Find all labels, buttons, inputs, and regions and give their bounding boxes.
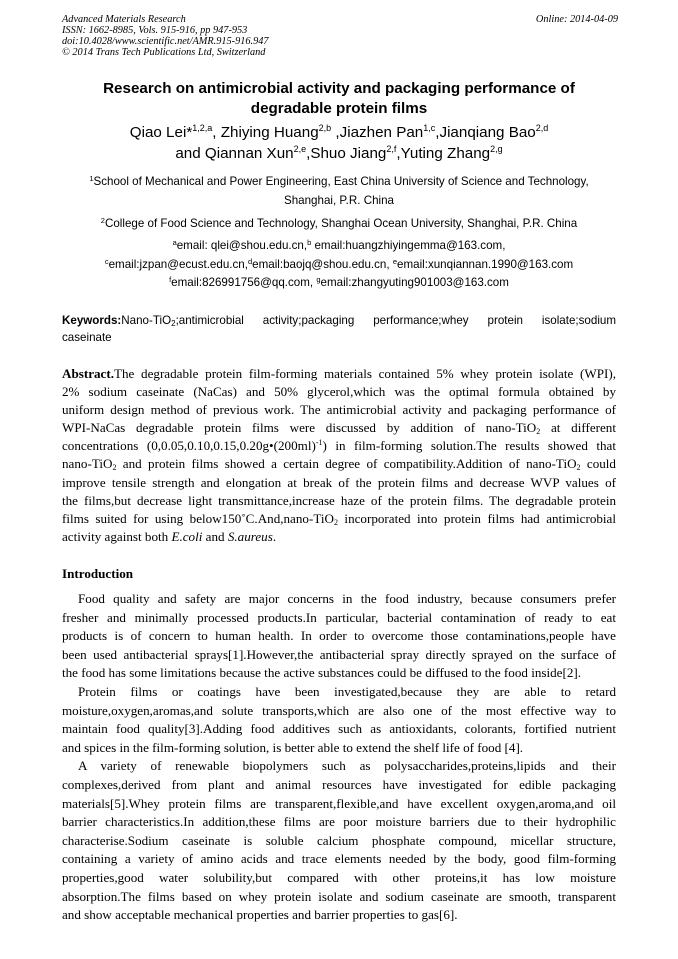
author-sup: 2,b bbox=[318, 123, 332, 133]
email-g[interactable]: email:zhangyuting901003@163.com bbox=[320, 276, 509, 289]
abstract-text: activity against both bbox=[62, 528, 172, 544]
subscript: 2 bbox=[333, 517, 338, 527]
title-line-2: degradable protein films bbox=[250, 100, 428, 117]
abstract-line: the films,but decrease light transmittance,increase haze of the protein films. The degradable protein bbox=[62, 492, 616, 508]
email-sup: a bbox=[172, 238, 177, 247]
body-line: materials[5].Whey protein films are transparent,flexible,and have excellent oxygen,aroma,and oil bbox=[62, 795, 616, 811]
email-sup: c bbox=[104, 256, 109, 266]
affiliation-1-line-2: Shanghai, P.R. China bbox=[283, 194, 394, 207]
email-line-2 bbox=[62, 256, 616, 275]
keywords-line-1 bbox=[62, 313, 616, 330]
email-sup: g bbox=[316, 275, 321, 284]
affiliation-sup: 2 bbox=[100, 216, 105, 225]
abstract-text: WPI-NaCas degradable protein films were discussed by addition of nano-TiO bbox=[62, 420, 537, 436]
abstract-line bbox=[62, 528, 616, 546]
copyright-line: © 2014 Trans Tech Publications Ltd, Switzerland bbox=[62, 47, 266, 58]
body-line: A variety of renewable biopolymers such as polysaccharides,proteins,lipids and their bbox=[78, 758, 616, 774]
body-line: Food quality and safety are major concerns in the food industry, because consumers prefer bbox=[78, 591, 616, 606]
affiliation-text: School of Mechanical and Power Engineering, East China University of Science and Technology, bbox=[93, 175, 589, 188]
abstract-line bbox=[62, 419, 616, 437]
author-name: Shuo Jiang bbox=[310, 145, 387, 162]
email-line-1 bbox=[62, 237, 616, 256]
email-f[interactable]: email:826991756@qq.com, bbox=[171, 276, 314, 289]
author-line-1: Qiao Lei*$^{1,2,a}$, Zhiying Huang$^{2,b}$ ,Jiazhen Pan$^{1,c}$,Jianqiang Bao$^{2,d}$ bbox=[129, 123, 549, 141]
keyword-text: ;antimicrobial activity;packaging performance;whey protein isolate;sodium bbox=[175, 314, 616, 327]
body-line: absorption.The films based on whey protein isolate and sodium caseinate are smooth, transparent bbox=[62, 888, 616, 904]
affiliation-2 bbox=[62, 214, 616, 233]
author-name: Qiannan Xun bbox=[204, 145, 294, 162]
author-list bbox=[62, 122, 616, 164]
abstract-text: and bbox=[202, 528, 228, 544]
species-name: E.coli bbox=[171, 528, 203, 544]
author-sup: 1,2,a bbox=[192, 123, 213, 133]
email-sup: e bbox=[392, 256, 398, 266]
body-line: containing a variety of amino acids and trace elements needed by the body, good film-forming bbox=[62, 851, 616, 867]
online-date: Online: 2014-04-09 bbox=[535, 14, 618, 25]
keyword-text: Nano-TiO bbox=[121, 314, 172, 327]
subscript: 2 bbox=[112, 463, 117, 473]
body-line: moisture,oxygen,aromas,and solute transports,which are also one of the most effective way to bbox=[62, 702, 616, 718]
section-heading-introduction: Introduction bbox=[62, 566, 134, 581]
body-line: complexes,derived from plant and animal resources have investigated for edible packaging bbox=[62, 776, 616, 792]
body-line: characterise.Sodium caseinate is soluble calcium phosphate compound, micellar structure, bbox=[62, 832, 616, 848]
title-line-1: Research on antimicrobial activity and packaging performance of bbox=[103, 80, 575, 97]
author-sup: 2,d bbox=[535, 123, 549, 133]
body-line: and spices in the film-forming solution, is better able to extend the shelf life of food [4]. bbox=[62, 739, 524, 755]
introduction-body bbox=[62, 590, 616, 925]
subscript: 2 bbox=[576, 463, 581, 473]
author-name: Jiazhen Pan bbox=[339, 124, 424, 141]
body-line: products is of concern to human health. In order to overcome those contaminations,people have bbox=[62, 628, 616, 644]
keywords-label: Keywords: bbox=[62, 314, 122, 327]
body-line: and show acceptable mechanical properties and barrier properties to gas[6]. bbox=[62, 907, 458, 923]
author-name: Yuting Zhang bbox=[400, 145, 491, 162]
email-line-3 bbox=[62, 274, 616, 293]
abstract-text: nano-TiO bbox=[62, 456, 113, 472]
abstract-label: Abstract. bbox=[62, 366, 114, 381]
paper-title bbox=[62, 79, 616, 119]
abstract-line: uniform design method of previous work. The antimicrobial activity and packaging performance of bbox=[62, 402, 616, 418]
email-b[interactable]: email:huangzhiyingemma@163.com, bbox=[311, 239, 506, 252]
author-name: Zhiying Huang bbox=[220, 124, 319, 141]
subscript: 2 bbox=[171, 319, 176, 328]
affiliation-text: College of Food Science and Technology, Shanghai Ocean University, Shanghai, P.R. China bbox=[104, 217, 578, 230]
abstract-line bbox=[62, 365, 616, 383]
author-name: Jianqiang Bao bbox=[439, 124, 536, 141]
abstract-text: films suited for using below150˚C.And,nano-TiO bbox=[62, 510, 334, 526]
author-name: Qiao Lei* bbox=[129, 124, 193, 141]
affiliation-sup: 1 bbox=[89, 174, 94, 183]
email-c[interactable]: email:jzpan@ecust.edu.cn, bbox=[108, 257, 248, 271]
body-line: fresher and minimally processed products.In particular, bacterial contamination of ready to eat bbox=[62, 609, 616, 625]
abstract-text: . bbox=[272, 528, 277, 544]
email-a[interactable]: email: qlei@shou.edu.cn, bbox=[176, 239, 308, 252]
issn-line: ISSN: 1662-8985, Vols. 915-916, pp 947-953 bbox=[62, 25, 248, 36]
abstract-text: could bbox=[580, 456, 616, 472]
body-line: maintain food quality[3].Adding food additives such as antioxidants, colorants, fortified nutrient bbox=[62, 721, 616, 737]
abstract-text: ) in film-forming solution.The results showed that bbox=[322, 438, 616, 454]
abstract-line bbox=[62, 455, 616, 473]
abstract bbox=[62, 365, 616, 546]
subscript: 2 bbox=[536, 427, 541, 437]
body-line: properties,good water solubility,but compared with other proteins,it has low moisture bbox=[62, 869, 616, 885]
email-e[interactable]: email:xunqiannan.1990@163.com bbox=[397, 257, 574, 271]
abstract-text: concentrations (0,0.05,0.10,0.15,0.20g•(200ml) bbox=[62, 438, 316, 454]
author-sup: 2,f bbox=[386, 144, 397, 154]
superscript: -1 bbox=[315, 438, 323, 448]
abstract-text: incorporated into protein films had antimicrobial bbox=[337, 510, 616, 526]
body-line: barrier characteristics.In addition,these films are poor moisture barriers due to their hydrophilic bbox=[62, 814, 616, 830]
author-line-2: and Qiannan Xun$^{2,e}$,Shuo Jiang$^{2,f}$,Yuting Zhang$^{2,g}$ bbox=[175, 144, 503, 162]
author-sup: 2,e bbox=[293, 144, 307, 154]
affiliation-1 bbox=[62, 172, 616, 210]
email-sup: b bbox=[307, 238, 312, 247]
keywords bbox=[62, 313, 616, 346]
abstract-line bbox=[62, 510, 616, 528]
abstract-line: improve tensile strength and elongation at break of the protein films and decrease WVP values of bbox=[62, 474, 616, 490]
journal-name: Advanced Materials Research bbox=[62, 14, 186, 25]
email-d[interactable]: email:baojq@shou.edu.cn, bbox=[252, 257, 390, 271]
abstract-text: and protein films showed a certain degree of compatibility.Addition of nano-TiO bbox=[116, 456, 577, 472]
abstract-line bbox=[62, 437, 616, 455]
species-name: S.aureus bbox=[227, 528, 273, 544]
abstract-text: The degradable protein film-forming materials contained 5% whey protein isolate (WPI), bbox=[114, 366, 616, 381]
keywords-line-2: caseinate bbox=[62, 330, 112, 344]
body-line: the food has some limitations because the active substances could be diffused to the food inside[2]. bbox=[62, 665, 582, 681]
body-line: Protein films or coatings have been investigated,because they are able to retard bbox=[78, 683, 616, 699]
abstract-line: 2% sodium caseinate (NaCas) and 50% glycerol,which was the optimal formula obtained by bbox=[62, 384, 616, 400]
affiliation-1-line-1 bbox=[62, 172, 616, 191]
author-sup: 1,c bbox=[423, 123, 436, 133]
affiliation-2-line-1 bbox=[62, 214, 616, 233]
email-block bbox=[62, 237, 616, 293]
body-line: been used antibacterial sprays[1].However,the antibacterial spray directly sprayed on the surface of bbox=[62, 646, 616, 662]
abstract-text: at different bbox=[540, 420, 616, 436]
email-sup: f bbox=[169, 275, 172, 284]
journal-header bbox=[62, 14, 618, 58]
doi-line: doi:10.4028/www.scientific.net/AMR.915-916.947 bbox=[62, 36, 269, 47]
author-sup: 2,g bbox=[490, 144, 503, 154]
email-sup: d bbox=[247, 256, 253, 266]
